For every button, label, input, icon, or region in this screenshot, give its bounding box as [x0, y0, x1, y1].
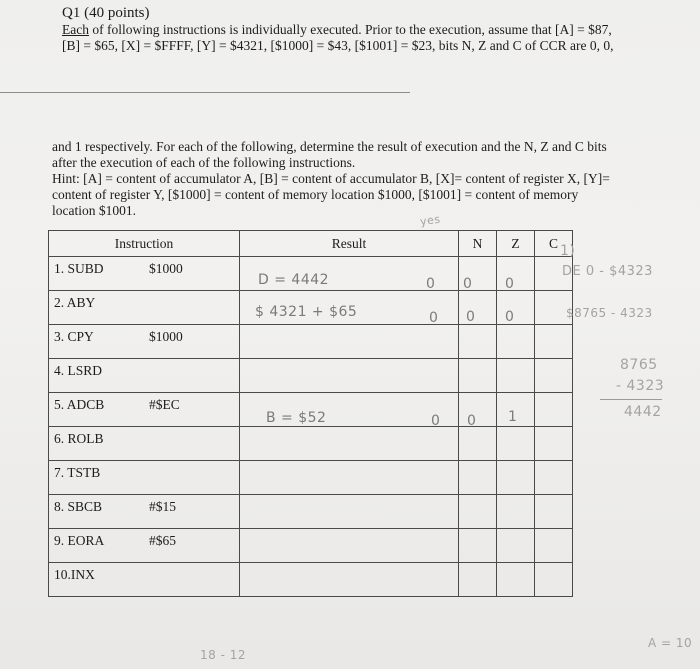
- instruction-cell: [49, 393, 240, 427]
- result-cell: [240, 359, 459, 393]
- n-cell: [459, 427, 497, 461]
- question-paragraph: [52, 139, 610, 219]
- paragraph-line: Hint: [A] = content of accumulator A, [B] = content of accumulator B, [X]= content of register X, [Y]=: [52, 171, 610, 186]
- table-row: [49, 427, 573, 461]
- header-z: Z: [497, 231, 535, 257]
- table-row: [49, 563, 573, 597]
- header-instruction: Instruction: [49, 231, 240, 257]
- instruction-name: 4. LSRD: [54, 363, 103, 378]
- n-cell: [459, 291, 497, 325]
- handwritten-bottom-note: A = 10: [648, 636, 693, 650]
- instruction-operand: $1000: [149, 329, 183, 344]
- table-row: [49, 495, 573, 529]
- c-cell: [535, 563, 573, 597]
- result-cell: [240, 461, 459, 495]
- instruction-name: 8. SBCB: [54, 499, 103, 514]
- header-n: N: [459, 231, 497, 257]
- instruction-operand: #$65: [149, 533, 176, 548]
- table-row: [49, 529, 573, 563]
- instruction-name: 3. CPY: [54, 329, 94, 344]
- instruction-name: 9. EORA: [54, 533, 105, 548]
- instruction-name: 10.INX: [54, 567, 95, 582]
- instruction-cell: [49, 359, 240, 393]
- c-cell: [535, 529, 573, 563]
- n-cell: [459, 529, 497, 563]
- z-cell: [497, 461, 535, 495]
- n-cell: [459, 495, 497, 529]
- handwritten-side-note: $8765 - 4323: [566, 306, 653, 320]
- instruction-cell: [49, 427, 240, 461]
- z-cell: [497, 427, 535, 461]
- instruction-cell: [49, 529, 240, 563]
- table-header-row: [49, 231, 573, 257]
- instruction-cell: [49, 495, 240, 529]
- n-cell: [459, 461, 497, 495]
- instruction-name: 2. ABY: [54, 295, 96, 310]
- handwritten-result-5: B = $52: [266, 410, 327, 426]
- z-cell: [497, 257, 535, 291]
- c-cell: [535, 393, 573, 427]
- handwritten-calc-line: 8765: [620, 357, 658, 373]
- n-cell: [459, 393, 497, 427]
- z-cell: [497, 495, 535, 529]
- header-result: Result: [240, 231, 459, 257]
- result-cell: [240, 325, 459, 359]
- table-row: [49, 359, 573, 393]
- instruction-cell: [49, 291, 240, 325]
- handwritten-c-bit-1: 0: [505, 276, 514, 292]
- question-line-2: [B] = $65, [X] = $FFFF, [Y] = $4321, [$1000] = $43, [$1001] = $23, bits N, Z and C of CCR are 0, 0,: [62, 38, 614, 53]
- question-line-1: [62, 22, 612, 38]
- instruction-name: 1. SUBD: [54, 261, 104, 276]
- instruction-operand: $1000: [149, 261, 183, 276]
- n-cell: [459, 563, 497, 597]
- paragraph-line: content of register Y, [$1000] = content of memory location $1000, [$1001] = content of memory: [52, 187, 579, 202]
- result-cell: [240, 529, 459, 563]
- instruction-operand: #$15: [149, 499, 176, 514]
- instruction-name: 5. ADCB: [54, 397, 105, 412]
- table-row: [49, 325, 573, 359]
- handwritten-calc-line: 4442: [624, 404, 662, 420]
- result-cell: [240, 427, 459, 461]
- handwritten-result-2: $ 4321 + $65: [255, 304, 358, 320]
- c-cell: [535, 495, 573, 529]
- handwritten-calc-line: - 4323: [616, 378, 665, 394]
- page-fold-line: [0, 92, 410, 93]
- instruction-operand: #$EC: [149, 397, 180, 412]
- table-row: [49, 461, 573, 495]
- c-cell: [535, 359, 573, 393]
- handwritten-yes: yes: [419, 212, 442, 229]
- handwritten-c-bit-5: 1: [508, 409, 517, 425]
- z-cell: [497, 563, 535, 597]
- question-line-1-rest: of following instructions is individually executed. Prior to the execution, assume that [A] = $87,: [88, 22, 612, 37]
- instruction-cell: [49, 325, 240, 359]
- handwritten-z-bit-1: 0: [463, 276, 472, 292]
- handwritten-side-note: 1): [560, 243, 576, 259]
- handwritten-z-bit-2: 0: [466, 309, 475, 325]
- underlined-word: Each: [62, 22, 89, 37]
- z-cell: [497, 359, 535, 393]
- z-cell: [497, 291, 535, 325]
- handwritten-n-bit-2: 0: [429, 310, 438, 326]
- instruction-cell: [49, 563, 240, 597]
- c-cell: [535, 461, 573, 495]
- instruction-cell: [49, 461, 240, 495]
- result-cell: [240, 563, 459, 597]
- instruction-name: 7. TSTB: [54, 465, 101, 480]
- z-cell: [497, 529, 535, 563]
- handwritten-side-note: DE 0 - $4323: [562, 264, 653, 279]
- handwritten-bottom-note: 18 - 12: [200, 648, 246, 662]
- paragraph-line: location $1001.: [52, 203, 136, 218]
- handwritten-z-bit-5: 0: [467, 413, 476, 429]
- handwritten-c-bit-2: 0: [505, 309, 514, 325]
- n-cell: [459, 325, 497, 359]
- instruction-cell: [49, 257, 240, 291]
- instruction-name: 6. ROLB: [54, 431, 104, 446]
- handwritten-result-1: D = 4442: [258, 272, 330, 288]
- z-cell: [497, 325, 535, 359]
- c-cell: [535, 427, 573, 461]
- result-cell: [240, 495, 459, 529]
- c-cell: [535, 325, 573, 359]
- handwritten-n-bit-5: 0: [431, 413, 440, 429]
- paragraph-line: and 1 respectively. For each of the following, determine the result of execution and the N, Z and C bits: [52, 139, 607, 154]
- calc-underline: [600, 399, 662, 400]
- paragraph-line: after the execution of each of the following instructions.: [52, 155, 356, 170]
- question-title: Q1 (40 points): [62, 5, 150, 21]
- handwritten-n-bit-1: 0: [426, 276, 435, 292]
- header-c: C: [535, 231, 573, 257]
- n-cell: [459, 359, 497, 393]
